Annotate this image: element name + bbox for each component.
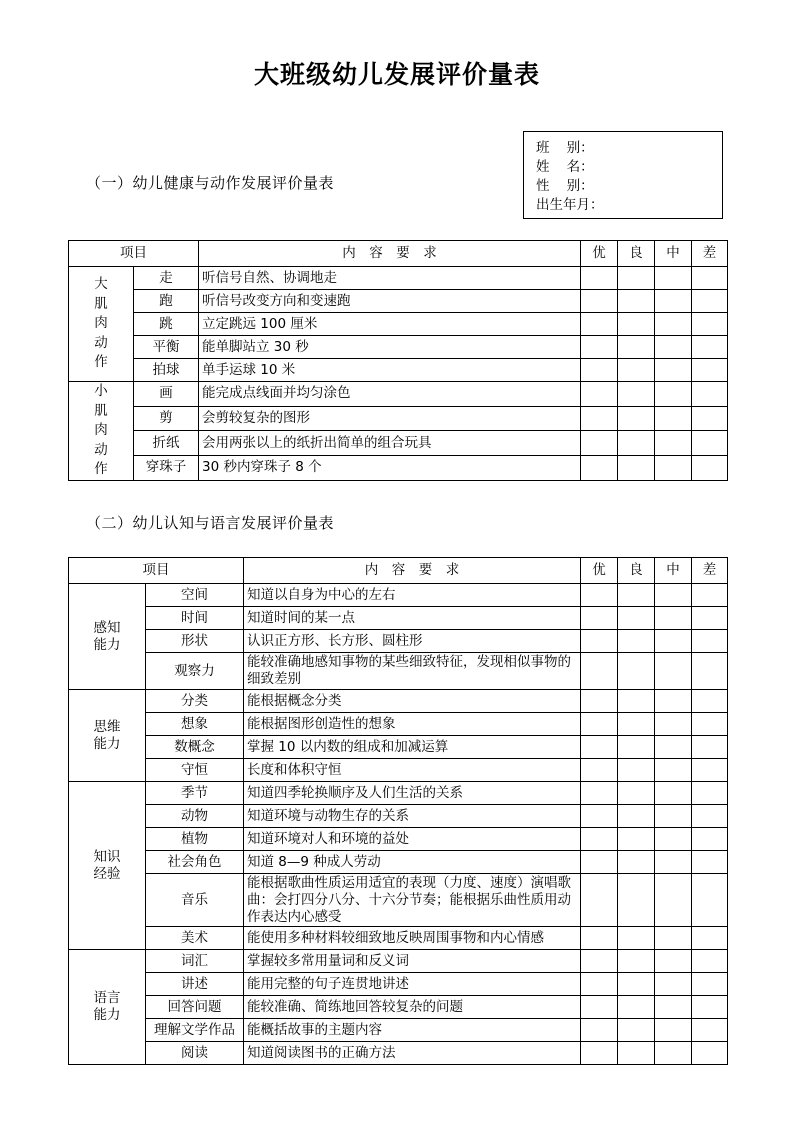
grade-cell-4[interactable]	[692, 927, 728, 950]
table-row	[69, 359, 728, 382]
subitem-label: 词汇	[146, 950, 244, 973]
category-label-char: 小	[94, 383, 108, 399]
grade-cell-3[interactable]	[655, 607, 692, 630]
category-label	[69, 382, 134, 481]
grade-cell-3[interactable]	[655, 1019, 692, 1042]
grade-cell-1[interactable]	[581, 874, 618, 927]
grade-cell-1[interactable]	[581, 950, 618, 973]
grade-cell-2[interactable]	[618, 759, 655, 782]
column-header-grade-4: 差	[692, 558, 728, 584]
requirement-text: 知道环境与动物生存的关系	[244, 805, 581, 828]
requirement-text: 听信号改变方向和变速跑	[199, 290, 581, 313]
subitem-label: 穿珠子	[134, 455, 199, 480]
subitem-label: 讲述	[146, 973, 244, 996]
grade-cell-3[interactable]	[655, 805, 692, 828]
table-row	[69, 382, 728, 407]
column-header-requirement: 内 容 要 求	[244, 558, 581, 584]
table-row	[69, 431, 728, 456]
grade-cell-4[interactable]	[692, 290, 728, 313]
grade-cell-1[interactable]	[581, 736, 618, 759]
table-row	[69, 455, 728, 480]
subitem-label: 走	[134, 267, 199, 290]
grade-cell-4[interactable]	[692, 690, 728, 713]
table-row	[69, 927, 728, 950]
section-heading-1: （一）幼儿健康与动作发展评价量表	[86, 174, 335, 192]
category-label-char: 作	[94, 354, 108, 371]
requirement-text: 听信号自然、协调地走	[199, 267, 581, 290]
grade-cell-1[interactable]	[581, 653, 618, 690]
table-row	[69, 653, 728, 690]
category-label	[69, 584, 146, 690]
column-header-grade-2: 良	[618, 241, 655, 267]
grade-cell-4[interactable]	[692, 713, 728, 736]
category-label-line: 语言	[93, 990, 121, 1006]
subitem-label: 时间	[146, 607, 244, 630]
column-header-requirement: 内 容 要 求	[199, 241, 581, 267]
subitem-label: 季节	[146, 782, 244, 805]
table-row	[69, 406, 728, 431]
column-header-grade-4: 差	[692, 241, 728, 267]
health-motor-scale-table	[68, 240, 728, 481]
grade-cell-4[interactable]	[692, 851, 728, 874]
grade-cell-3[interactable]	[655, 690, 692, 713]
grade-cell-1[interactable]	[581, 584, 618, 607]
grade-cell-2[interactable]	[618, 713, 655, 736]
table-row	[69, 736, 728, 759]
requirement-text: 认识正方形、长方形、圆柱形	[244, 630, 581, 653]
grade-cell-4[interactable]	[692, 267, 728, 290]
table-row	[69, 782, 728, 805]
grade-cell-2[interactable]	[618, 630, 655, 653]
subitem-label: 形状	[146, 630, 244, 653]
subitem-label: 画	[134, 382, 199, 407]
grade-cell-3[interactable]	[655, 584, 692, 607]
table-row	[69, 874, 728, 927]
grade-cell-3[interactable]	[655, 653, 692, 690]
requirement-text: 30 秒内穿珠子 8 个	[199, 455, 581, 480]
subitem-label: 观察力	[146, 653, 244, 690]
grade-cell-2[interactable]	[618, 313, 655, 336]
subitem-label: 植物	[146, 828, 244, 851]
grade-cell-1[interactable]	[581, 1019, 618, 1042]
requirement-text: 单手运球 10 米	[199, 359, 581, 382]
grade-cell-1[interactable]	[581, 630, 618, 653]
column-header-item: 项目	[69, 241, 199, 267]
subitem-label: 数概念	[146, 736, 244, 759]
table-row	[69, 290, 728, 313]
category-label-char: 动	[94, 334, 108, 351]
grade-cell-1[interactable]	[581, 782, 618, 805]
requirement-text: 立定跳远 100 厘米	[199, 313, 581, 336]
grade-cell-4[interactable]	[692, 950, 728, 973]
grade-cell-2[interactable]	[618, 1042, 655, 1065]
grade-cell-1[interactable]	[581, 828, 618, 851]
grade-cell-3[interactable]	[655, 267, 692, 290]
table-row	[69, 1019, 728, 1042]
column-header-grade-3: 中	[655, 241, 692, 267]
grade-cell-4[interactable]	[692, 455, 728, 480]
grade-cell-2[interactable]	[618, 874, 655, 927]
category-label-line: 感知	[93, 619, 121, 636]
requirement-text: 知道阅读图书的正确方法	[244, 1042, 581, 1065]
requirement-text: 长度和体积守恒	[244, 759, 581, 782]
grade-cell-3[interactable]	[655, 455, 692, 480]
subitem-label: 跳	[134, 313, 199, 336]
grade-cell-2[interactable]	[618, 336, 655, 359]
table-row	[69, 267, 728, 290]
grade-cell-4[interactable]	[692, 584, 728, 607]
subitem-label: 平衡	[134, 336, 199, 359]
grade-cell-1[interactable]	[581, 607, 618, 630]
subitem-label: 分类	[146, 690, 244, 713]
grade-cell-4[interactable]	[692, 874, 728, 927]
subitem-label: 回答问题	[146, 996, 244, 1019]
grade-cell-1[interactable]	[581, 690, 618, 713]
requirement-text: 能较准确地感知事物的某些细致特征，发现相似事物的细致差别	[244, 653, 581, 690]
table-row	[69, 313, 728, 336]
table-row	[69, 996, 728, 1019]
subitem-label: 美术	[146, 927, 244, 950]
grade-cell-4[interactable]	[692, 607, 728, 630]
grade-cell-2[interactable]	[618, 996, 655, 1019]
grade-cell-4[interactable]	[692, 805, 728, 828]
grade-cell-2[interactable]	[618, 267, 655, 290]
grade-cell-1[interactable]	[581, 382, 618, 407]
grade-cell-2[interactable]	[618, 1019, 655, 1042]
grade-cell-3[interactable]	[655, 406, 692, 431]
grade-cell-2[interactable]	[618, 927, 655, 950]
table-row	[69, 607, 728, 630]
column-header-item: 项目	[69, 558, 244, 584]
grade-cell-1[interactable]	[581, 406, 618, 431]
grade-cell-3[interactable]	[655, 359, 692, 382]
category-label	[69, 690, 146, 782]
grade-cell-4[interactable]	[692, 736, 728, 759]
table-row	[69, 630, 728, 653]
table-row	[69, 851, 728, 874]
cognition-language-scale-table	[68, 557, 728, 1065]
grade-cell-1[interactable]	[581, 1042, 618, 1065]
category-label	[69, 782, 146, 950]
grade-cell-2[interactable]	[618, 851, 655, 874]
grade-cell-4[interactable]	[692, 313, 728, 336]
grade-cell-2[interactable]	[618, 607, 655, 630]
subitem-label: 拍球	[134, 359, 199, 382]
requirement-text: 知道环境对人和环境的益处	[244, 828, 581, 851]
category-label-line: 思维	[93, 718, 121, 735]
grade-cell-1[interactable]	[581, 313, 618, 336]
subitem-label: 想象	[146, 713, 244, 736]
grade-cell-3[interactable]	[655, 431, 692, 456]
grade-cell-4[interactable]	[692, 431, 728, 456]
table-row	[69, 950, 728, 973]
section-heading-2: （二）幼儿认知与语言发展评价量表	[86, 514, 335, 532]
grade-cell-3[interactable]	[655, 313, 692, 336]
grade-cell-3[interactable]	[655, 382, 692, 407]
grade-cell-4[interactable]	[692, 996, 728, 1019]
requirement-text: 会用两张以上的纸折出简单的组合玩具	[199, 431, 581, 456]
grade-cell-1[interactable]	[581, 359, 618, 382]
requirement-text: 知道 8—9 种成人劳动	[244, 851, 581, 874]
requirement-text: 能较准确、简练地回答较复杂的问题	[244, 996, 581, 1019]
grade-cell-4[interactable]	[692, 359, 728, 382]
requirement-text: 知道四季轮换顺序及人们生活的关系	[244, 782, 581, 805]
grade-cell-2[interactable]	[618, 736, 655, 759]
category-label-line: 经验	[93, 865, 121, 882]
subitem-label: 社会角色	[146, 851, 244, 874]
category-label-char: 大	[94, 276, 108, 293]
student-info-box	[523, 131, 723, 219]
requirement-text: 能根据歌曲性质运用适宜的表现（力度、速度）演唱歌曲：会打四分八分、十六分节奏；能根据乐曲性质用动作表达内心感受	[244, 874, 581, 927]
info-name-field: 姓 名：	[536, 159, 594, 175]
page-title: 大班级幼儿发展评价量表	[253, 60, 540, 89]
grade-cell-4[interactable]	[692, 973, 728, 996]
column-header-grade-2: 良	[618, 558, 655, 584]
category-label-char: 肌	[94, 295, 108, 312]
grade-cell-1[interactable]	[581, 713, 618, 736]
grade-cell-1[interactable]	[581, 290, 618, 313]
table-row	[69, 828, 728, 851]
grade-cell-1[interactable]	[581, 267, 618, 290]
column-header-grade-1: 优	[581, 558, 618, 584]
table-row	[69, 1042, 728, 1065]
grade-cell-3[interactable]	[655, 950, 692, 973]
grade-cell-4[interactable]	[692, 336, 728, 359]
grade-cell-3[interactable]	[655, 828, 692, 851]
category-label	[69, 267, 134, 382]
grade-cell-3[interactable]	[655, 874, 692, 927]
info-birthdate-field: 出生年月：	[536, 197, 604, 213]
subitem-label: 音乐	[146, 874, 244, 927]
grade-cell-4[interactable]	[692, 1042, 728, 1065]
category-label-line: 能力	[93, 735, 121, 752]
requirement-text: 掌握较多常用量词和反义词	[244, 950, 581, 973]
grade-cell-3[interactable]	[655, 851, 692, 874]
category-label-char: 作	[94, 461, 108, 477]
grade-cell-1[interactable]	[581, 927, 618, 950]
subitem-label: 剪	[134, 406, 199, 431]
requirement-text: 知道以自身为中心的左右	[244, 584, 581, 607]
column-header-grade-3: 中	[655, 558, 692, 584]
grade-cell-1[interactable]	[581, 996, 618, 1019]
grade-cell-1[interactable]	[581, 431, 618, 456]
info-gender-field: 性 别：	[536, 178, 594, 194]
subitem-label: 守恒	[146, 759, 244, 782]
grade-cell-3[interactable]	[655, 759, 692, 782]
grade-cell-1[interactable]	[581, 973, 618, 996]
category-label-char: 肉	[94, 315, 108, 332]
table-row	[69, 973, 728, 996]
grade-cell-3[interactable]	[655, 736, 692, 759]
grade-cell-3[interactable]	[655, 973, 692, 996]
requirement-text: 能根据图形创造性的想象	[244, 713, 581, 736]
grade-cell-4[interactable]	[692, 382, 728, 407]
grade-cell-3[interactable]	[655, 1042, 692, 1065]
grade-cell-2[interactable]	[618, 653, 655, 690]
grade-cell-4[interactable]	[692, 759, 728, 782]
grade-cell-1[interactable]	[581, 336, 618, 359]
grade-cell-1[interactable]	[581, 805, 618, 828]
category-label-char: 肉	[94, 422, 108, 438]
grade-cell-3[interactable]	[655, 290, 692, 313]
grade-cell-3[interactable]	[655, 630, 692, 653]
requirement-text: 能使用多种材料较细致地反映周围事物和内心情感	[244, 927, 581, 950]
grade-cell-3[interactable]	[655, 996, 692, 1019]
requirement-text: 能单脚站立 30 秒	[199, 336, 581, 359]
grade-cell-2[interactable]	[618, 290, 655, 313]
table-row	[69, 584, 728, 607]
table-row	[69, 690, 728, 713]
subitem-label: 跑	[134, 290, 199, 313]
table-row	[69, 805, 728, 828]
grade-cell-4[interactable]	[692, 828, 728, 851]
grade-cell-2[interactable]	[618, 805, 655, 828]
subitem-label: 动物	[146, 805, 244, 828]
table-row	[69, 713, 728, 736]
grade-cell-4[interactable]	[692, 782, 728, 805]
grade-cell-2[interactable]	[618, 359, 655, 382]
grade-cell-3[interactable]	[655, 927, 692, 950]
grade-cell-4[interactable]	[692, 630, 728, 653]
requirement-text: 能根据概念分类	[244, 690, 581, 713]
grade-cell-2[interactable]	[618, 950, 655, 973]
grade-cell-1[interactable]	[581, 851, 618, 874]
requirement-text: 知道时间的某一点	[244, 607, 581, 630]
requirement-text: 能用完整的句子连贯地讲述	[244, 973, 581, 996]
grade-cell-1[interactable]	[581, 455, 618, 480]
category-label-char: 肌	[94, 402, 108, 419]
requirement-text: 会剪较复杂的图形	[199, 406, 581, 431]
grade-cell-3[interactable]	[655, 782, 692, 805]
grade-cell-3[interactable]	[655, 336, 692, 359]
subitem-label: 空间	[146, 584, 244, 607]
subitem-label: 理解文学作品	[146, 1019, 244, 1042]
grade-cell-4[interactable]	[692, 1019, 728, 1042]
requirement-text: 能概括故事的主题内容	[244, 1019, 581, 1042]
grade-cell-2[interactable]	[618, 828, 655, 851]
subitem-label: 折纸	[134, 431, 199, 456]
grade-cell-2[interactable]	[618, 382, 655, 407]
requirement-text: 能完成点线面并均匀涂色	[199, 382, 581, 407]
table-row	[69, 759, 728, 782]
table-header-row	[69, 241, 728, 267]
info-class-field: 班 别：	[536, 140, 594, 156]
grade-cell-3[interactable]	[655, 713, 692, 736]
category-label-line: 能力	[93, 636, 121, 653]
category-label-char: 动	[94, 441, 108, 458]
grade-cell-4[interactable]	[692, 406, 728, 431]
category-label-line: 能力	[93, 1007, 121, 1023]
column-header-grade-1: 优	[581, 241, 618, 267]
category-label-line: 知识	[93, 848, 121, 865]
grade-cell-4[interactable]	[692, 653, 728, 690]
category-label	[69, 950, 146, 1065]
grade-cell-2[interactable]	[618, 782, 655, 805]
grade-cell-1[interactable]	[581, 759, 618, 782]
table-header-row	[69, 558, 728, 584]
grade-cell-2[interactable]	[618, 431, 655, 456]
grade-cell-2[interactable]	[618, 584, 655, 607]
subitem-label: 阅读	[146, 1042, 244, 1065]
grade-cell-2[interactable]	[618, 690, 655, 713]
requirement-text: 掌握 10 以内数的组成和加减运算	[244, 736, 581, 759]
grade-cell-2[interactable]	[618, 455, 655, 480]
table-row	[69, 336, 728, 359]
grade-cell-2[interactable]	[618, 406, 655, 431]
grade-cell-2[interactable]	[618, 973, 655, 996]
